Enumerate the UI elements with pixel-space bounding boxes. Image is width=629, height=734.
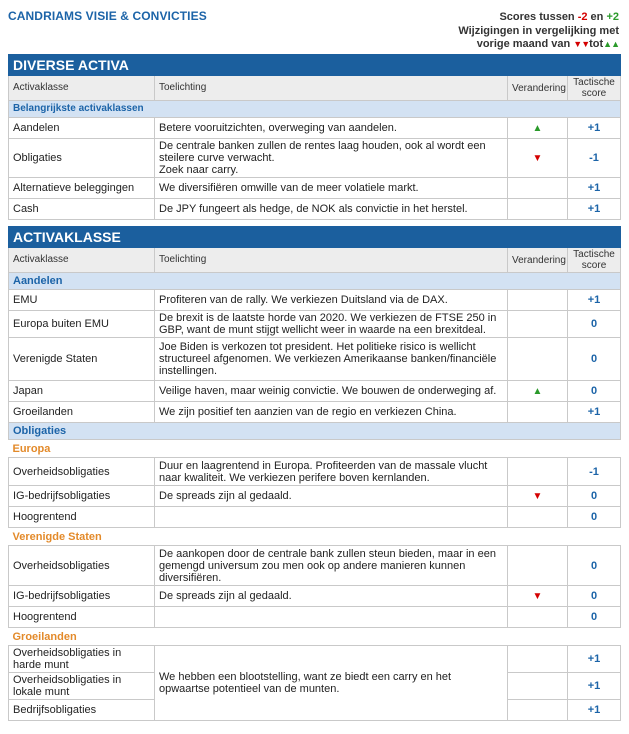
change-cell (508, 199, 568, 220)
asset-name: Overheidsobligaties in lokale munt (9, 673, 155, 700)
asset-name: Hoogrentend (9, 607, 155, 628)
table-row (9, 139, 621, 178)
table-row (9, 199, 621, 220)
table-row (9, 458, 621, 486)
change-cell (508, 338, 568, 381)
asset-description: De JPY fungeert als hedge, de NOK als convictie in het herstel. (155, 199, 508, 220)
table-row (9, 486, 621, 507)
table-row (9, 402, 621, 423)
change-cell (508, 458, 568, 486)
change-cell (508, 607, 568, 628)
col-header-change: Verandering (508, 248, 568, 273)
legend-text: en (587, 11, 607, 23)
asset-name: Verenigde Staten (9, 338, 155, 381)
asset-description: Profiteren van de rally. We verkiezen Duitsland via de DAX. (155, 290, 508, 311)
table-row (9, 290, 621, 311)
asset-description: We diversifiëren omwille van de meer volatiele markt. (155, 178, 508, 199)
asset-name: IG-bedrijfsobligaties (9, 486, 155, 507)
category-label: Belangrijkste activaklassen (9, 101, 621, 118)
asset-description: We hebben een blootstelling, want ze biedt een carry en het opwaartse potentieel van de munten. (155, 646, 508, 721)
table-row (9, 646, 621, 673)
change-up-icon (508, 381, 568, 402)
asset-description: Veilige haven, maar weinig convictie. We bouwen de onderweging af. (155, 381, 508, 402)
category-label: Aandelen (9, 273, 621, 290)
legend-line-2: Wijzigingen in vergelijking met (458, 24, 619, 37)
subcategory-row (9, 628, 621, 646)
down-arrow-icon: ▼ (532, 490, 543, 502)
category-row (9, 273, 621, 290)
asset-description: Betere vooruitzichten, overweging van aandelen. (155, 118, 508, 139)
change-cell (508, 673, 568, 700)
tactical-score: +1 (568, 178, 621, 199)
subcategory-label: Verenigde Staten (9, 528, 621, 546)
page-header (0, 0, 629, 54)
asset-name: Europa buiten EMU (9, 311, 155, 338)
asset-name: Overheidsobligaties in harde munt (9, 646, 155, 673)
asset-description (155, 607, 508, 628)
asset-name: IG-bedrijfsobligaties (9, 586, 155, 607)
tactical-score: -1 (568, 458, 621, 486)
change-down-icon (508, 139, 568, 178)
legend-text: vorige maand van (476, 38, 574, 50)
section-header (9, 55, 621, 76)
tactical-score: 0 (568, 507, 621, 528)
page-title: CANDRIAMS VISIE & CONVICTIES (8, 9, 207, 23)
table-row (9, 546, 621, 586)
change-up-icon (508, 118, 568, 139)
asset-name: Overheidsobligaties (9, 458, 155, 486)
change-cell (508, 402, 568, 423)
table-row (9, 311, 621, 338)
tactical-score: 0 (568, 338, 621, 381)
section-header (9, 227, 621, 248)
change-cell (508, 546, 568, 586)
change-down-icon (508, 486, 568, 507)
table-row (9, 507, 621, 528)
column-headers (9, 248, 621, 273)
change-cell (508, 290, 568, 311)
asset-description (155, 507, 508, 528)
change-cell (508, 311, 568, 338)
asset-name: Aandelen (9, 118, 155, 139)
column-headers (9, 76, 621, 101)
table-row (9, 586, 621, 607)
change-cell (508, 507, 568, 528)
asset-description: Duur en laagrentend in Europa. Profiteerden van de massale vlucht naar kwaliteit. We verkiezen perifere boven kernlanden. (155, 458, 508, 486)
category-row (9, 423, 621, 440)
diverse-activa-table (8, 54, 621, 220)
change-cell (508, 646, 568, 673)
section-title: DIVERSE ACTIVA (9, 55, 621, 76)
col-header-explanation: Toelichting (155, 248, 508, 273)
section-title: ACTIVAKLASSE (9, 227, 621, 248)
table-row (9, 381, 621, 402)
table-row (9, 338, 621, 381)
category-label: Obligaties (9, 423, 621, 440)
col-header-asset: Activaklasse (9, 248, 155, 273)
tactical-score: +1 (568, 673, 621, 700)
tactical-score: -1 (568, 139, 621, 178)
subcategory-row (9, 440, 621, 458)
tactical-score: 0 (568, 486, 621, 507)
change-down-icon (508, 586, 568, 607)
asset-name: Cash (9, 199, 155, 220)
category-row (9, 101, 621, 118)
legend-max-score: +2 (606, 11, 619, 23)
tactical-score: 0 (568, 311, 621, 338)
asset-description: De brexit is de laatste horde van 2020. We verkiezen de FTSE 250 in GBP, want de munt stijgt wellicht weer in waarde na een brexitdeal. (155, 311, 508, 338)
asset-name: Japan (9, 381, 155, 402)
tactical-score: 0 (568, 546, 621, 586)
tactical-score: +1 (568, 199, 621, 220)
change-cell (508, 700, 568, 721)
col-header-explanation: Toelichting (155, 76, 508, 101)
asset-name: Alternatieve beleggingen (9, 178, 155, 199)
double-up-arrow-icon: ▲▲ (603, 39, 619, 49)
up-arrow-icon: ▲ (532, 385, 543, 397)
asset-name: Obligaties (9, 139, 155, 178)
down-arrow-icon: ▼ (532, 152, 543, 164)
tactical-score: +1 (568, 700, 621, 721)
tactical-score: +1 (568, 290, 621, 311)
col-header-score: Tactische score (568, 248, 621, 273)
asset-description: De spreads zijn al gedaald. (155, 586, 508, 607)
table-row (9, 118, 621, 139)
asset-name: Overheidsobligaties (9, 546, 155, 586)
legend-min-score: -2 (577, 11, 588, 23)
table-row (9, 607, 621, 628)
asset-name: Groeilanden (9, 402, 155, 423)
double-down-arrow-icon: ▼▼ (573, 39, 590, 49)
subcategory-label: Groeilanden (9, 628, 621, 646)
subcategory-row (9, 528, 621, 546)
asset-description: De centrale banken zullen de rentes laag houden, ook al wordt een steilere curve verwacht. Zoek naar carry. (155, 139, 508, 178)
subcategory-label: Europa (9, 440, 621, 458)
tactical-score: +1 (568, 402, 621, 423)
tactical-score: +1 (568, 118, 621, 139)
legend-text: tot (589, 38, 604, 50)
asset-name: Bedrijfsobligaties (9, 700, 155, 721)
table-row (9, 178, 621, 199)
col-header-asset: Activaklasse (9, 76, 155, 101)
asset-description: We zijn positief ten aanzien van de regio en verkiezen China. (155, 402, 508, 423)
tactical-score: +1 (568, 646, 621, 673)
tactical-score: 0 (568, 381, 621, 402)
activaklasse-table (8, 226, 621, 721)
asset-name: Hoogrentend (9, 507, 155, 528)
tactical-score: 0 (568, 586, 621, 607)
score-legend (458, 11, 619, 52)
asset-name: EMU (9, 290, 155, 311)
up-arrow-icon: ▲ (532, 122, 543, 134)
asset-description: Joe Biden is verkozen tot president. Het politieke risico is wellicht structureel afgenomen. We verkiezen Amerikaanse banken/financiële instellingen. (155, 338, 508, 381)
asset-description: De spreads zijn al gedaald. (155, 486, 508, 507)
col-header-score: Tactische score (568, 76, 621, 101)
asset-description: De aankopen door de centrale bank zullen steun bieden, maar in een gemengd universum zou men ook op andere manieren kunnen diversifiëren. (155, 546, 508, 586)
tactical-score: 0 (568, 607, 621, 628)
col-header-change: Verandering (508, 76, 568, 101)
change-cell (508, 178, 568, 199)
down-arrow-icon: ▼ (532, 590, 543, 602)
legend-text: Scores tussen (499, 11, 578, 23)
